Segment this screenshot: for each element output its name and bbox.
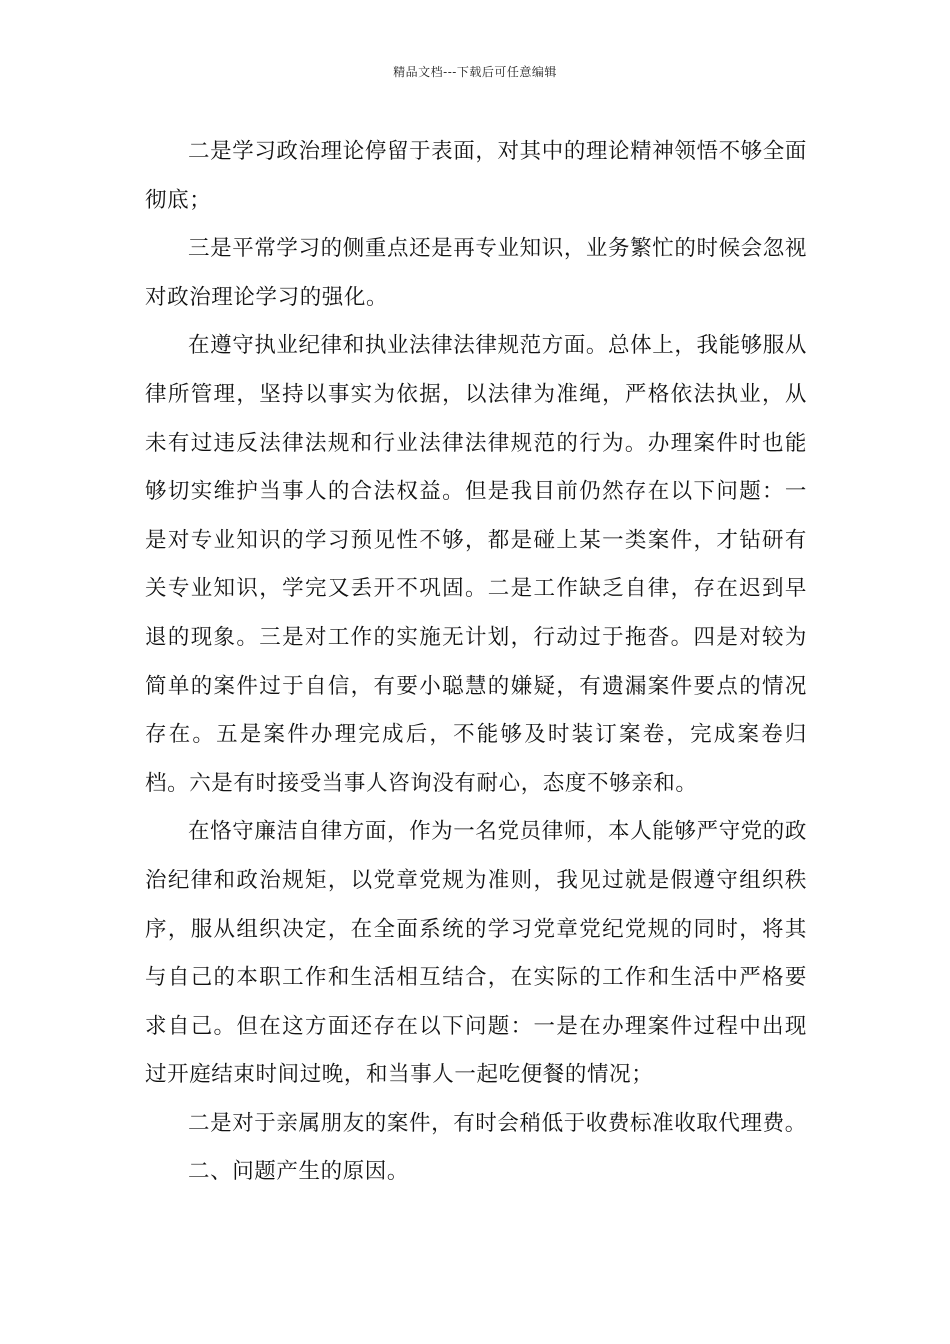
paragraph-relatives-fees: 二是对于亲属朋友的案件，有时会稍低于收费标准收取代理费。	[188, 1110, 807, 1136]
page-header: 精品文档---下载后可任意编辑	[393, 65, 557, 79]
section-heading-causes: 二、问题产生的原因。	[188, 1159, 410, 1185]
paragraph-political-theory: 二是学习政治理论停留于表面，对其中的理论精神领悟不够全面彻底；	[145, 139, 807, 213]
document-body	[145, 128, 807, 1197]
paragraph-integrity-self-discipline: 在恪守廉洁自律方面，作为一名党员律师，本人能够严守党的政治纪律和政治规矩，以党章党规为准则，我见过就是假遵守组织秩序，服从组织决定，在全面系统的学习党章党纪党规的同时，将其与自己的本职工作和生活相互结合，在实际的工作和生活中严格要求自己。但在这方面还存在以下问题：一是在办理案件过程中出现过开庭结束时间过晚，和当事人一起吃便餐的情况；	[145, 819, 807, 1088]
paragraph-practice-discipline: 在遵守执业纪律和执业法律法律规范方面。总体上，我能够服从律所管理，坚持以事实为依据，以法律为准绳，严格依法执业，从未有过违反法律法规和行业法律法律规范的行为。办理案件时也能够切实维护当事人的合法权益。但是我目前仍然存在以下问题：一是对专业知识的学习预见性不够，都是碰上某一类案件，才钻研有关专业知识，学完又丢开不巩固。二是工作缺乏自律，存在迟到早退的现象。三是对工作的实施无计划，行动过于拖沓。四是对较为简单的案件过于自信，有要小聪慧的嫌疑，有遗漏案件要点的情况存在。五是案件办理完成后，不能够及时装订案卷，完成案卷归档。六是有时接受当事人咨询没有耐心，态度不够亲和。	[145, 333, 807, 796]
paragraph-study-focus: 三是平常学习的侧重点还是再专业知识，业务繁忙的时候会忽视对政治理论学习的强化。	[145, 236, 807, 310]
